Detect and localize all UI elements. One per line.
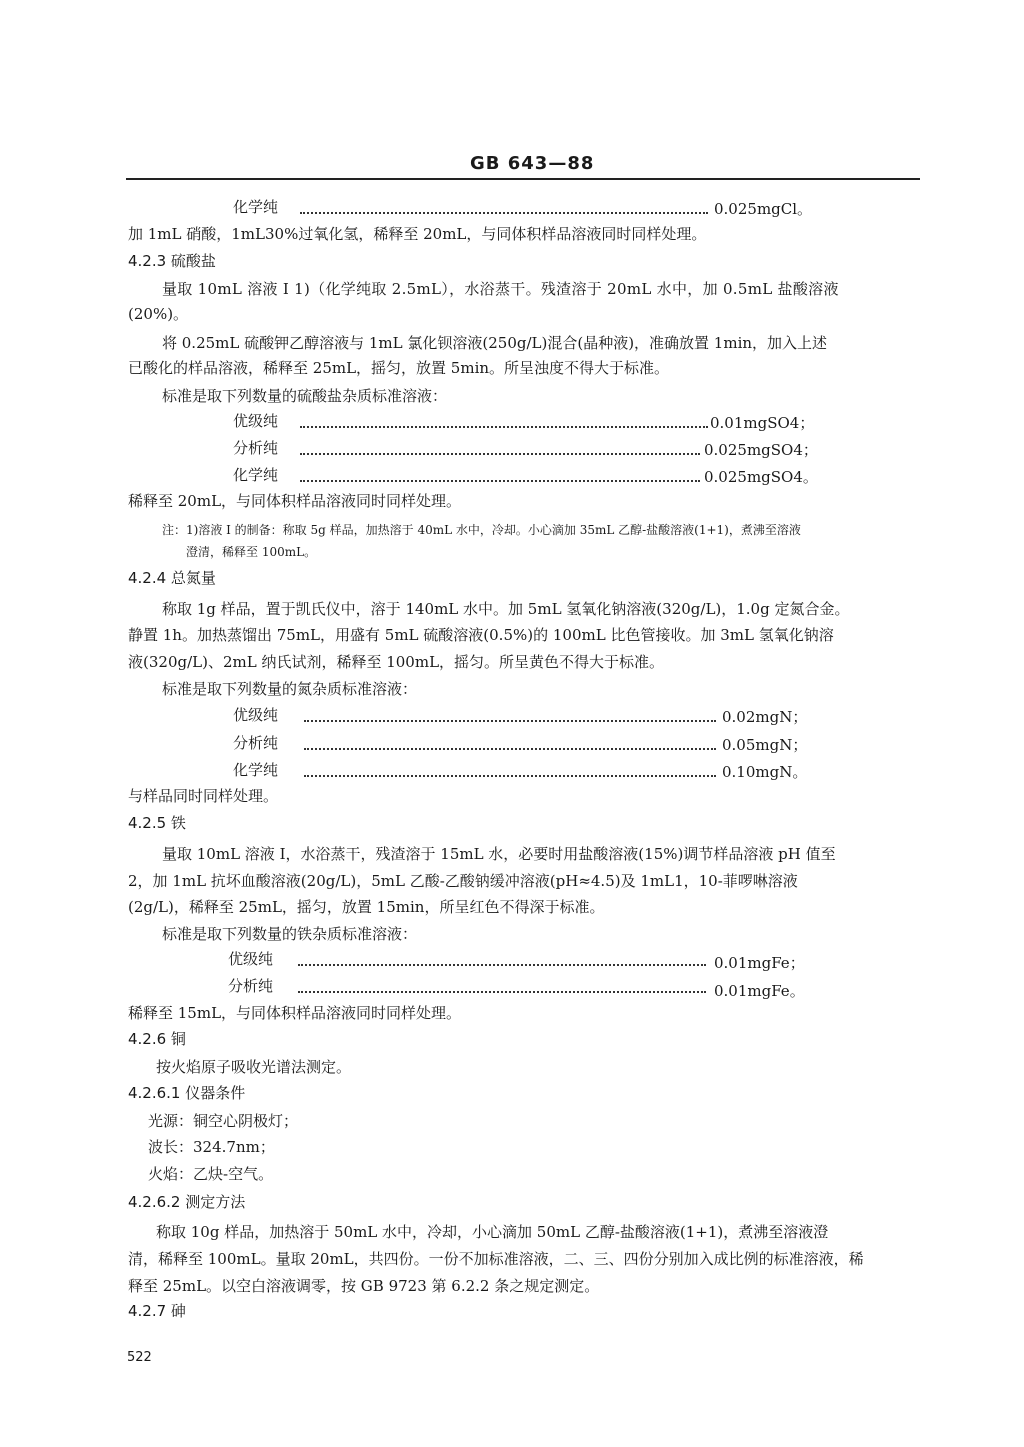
paragraph-line: (2g/L)，稀释至 25mL，摇匀，放置 15min，所呈红色不得深于标准。 bbox=[128, 898, 605, 916]
grade-value: 0.01mgFe； bbox=[714, 954, 805, 972]
paragraph-line: 液(320g/L)、2mL 纳氏试剂，稀释至 100mL，摇匀。所呈黄色不得大于标准。 bbox=[128, 653, 665, 671]
grade-value: 0.10mgN。 bbox=[722, 763, 808, 781]
grade-label: 优级纯 bbox=[233, 412, 279, 430]
instrument-condition: 波长：324.7nm； bbox=[148, 1138, 275, 1156]
paragraph-line: 与样品同时同样处理。 bbox=[128, 787, 279, 805]
grade-value: 0.02mgN； bbox=[722, 708, 808, 726]
grade-value: 0.025mgSO4； bbox=[704, 441, 818, 459]
paragraph-line: 称取 1g 样品，置于凯氏仪中，溶于 140mL 水中。加 5mL 氢氧化钠溶液(320g/L)，1.0g 定氮合金。 bbox=[162, 600, 850, 618]
paragraph-line: (20%)。 bbox=[128, 305, 189, 323]
standard-number: GB 643—88 bbox=[470, 153, 595, 174]
instrument-condition: 光源：铜空心阴极灯； bbox=[148, 1112, 299, 1130]
paragraph-line: 量取 10mL 溶液 I，水浴蒸干，残渣溶于 15mL 水，必要时用盐酸溶液(15%)调节样品溶液 pH 值至 bbox=[162, 845, 836, 863]
leader-dots bbox=[298, 964, 706, 966]
leader-dots bbox=[298, 991, 706, 993]
leader-dots bbox=[304, 775, 716, 777]
section-heading: 4.2.6 铜 bbox=[128, 1030, 186, 1048]
section-heading: 4.2.6.1 仪器条件 bbox=[128, 1084, 246, 1102]
grade-value: 0.025mgCl。 bbox=[714, 200, 813, 218]
section-heading: 4.2.5 铁 bbox=[128, 814, 186, 832]
page-number: 522 bbox=[127, 1350, 152, 1365]
paragraph-line: 稀释至 20mL，与同体积样品溶液同时同样处理。 bbox=[128, 492, 462, 510]
grade-value: 0.025mgSO4。 bbox=[704, 468, 818, 486]
paragraph-line: 释至 25mL。以空白溶液调零，按 GB 9723 第 6.2.2 条之规定测定。 bbox=[128, 1277, 600, 1295]
grade-value: 0.05mgN； bbox=[722, 736, 808, 754]
section-heading: 4.2.7 砷 bbox=[128, 1302, 186, 1320]
leader-dots bbox=[300, 426, 708, 428]
grade-value: 0.01mgFe。 bbox=[714, 982, 805, 1000]
leader-dots bbox=[300, 453, 700, 455]
paragraph-line: 称取 10g 样品，加热溶于 50mL 水中，冷却，小心滴加 50mL 乙醇-盐酸溶液(1+1)，煮沸至溶液澄 bbox=[156, 1223, 829, 1241]
grade-label: 分析纯 bbox=[233, 439, 279, 457]
grade-label: 化学纯 bbox=[233, 198, 279, 216]
leader-dots bbox=[300, 212, 708, 214]
section-heading: 4.2.6.2 测定方法 bbox=[128, 1193, 246, 1211]
paragraph-line: 加 1mL 硝酸，1mL30%过氧化氢，稀释至 20mL，与同体积样品溶液同时同样处理。 bbox=[128, 225, 707, 243]
paragraph-line: 标准是取下列数量的氮杂质标准溶液： bbox=[162, 680, 418, 698]
instrument-condition: 火焰：乙炔-空气。 bbox=[148, 1165, 274, 1183]
grade-label: 分析纯 bbox=[233, 734, 279, 752]
leader-dots bbox=[304, 748, 716, 750]
paragraph-line: 标准是取下列数量的硫酸盐杂质标准溶液： bbox=[162, 387, 448, 405]
grade-label: 分析纯 bbox=[228, 977, 274, 995]
leader-dots bbox=[304, 720, 716, 722]
paragraph-line: 2，加 1mL 抗坏血酸溶液(20g/L)，5mL 乙酸-乙酸钠缓冲溶液(pH≈4.5)及 1mL1，10-菲啰啉溶液 bbox=[128, 872, 798, 890]
paragraph-line: 标准是取下列数量的铁杂质标准溶液： bbox=[162, 925, 418, 943]
paragraph-line: 清，稀释至 100mL。量取 20mL，共四份。一份不加标准溶液，二、三、四份分别加入成比例的标准溶液，稀 bbox=[128, 1250, 864, 1268]
grade-label: 化学纯 bbox=[233, 466, 279, 484]
paragraph-line: 已酸化的样品溶液，稀释至 25mL，摇匀，放置 5min。所呈浊度不得大于标准。 bbox=[128, 359, 670, 377]
paragraph-line: 量取 10mL 溶液 I 1)（化学纯取 2.5mL），水浴蒸干。残渣溶于 20mL 水中，加 0.5mL 盐酸溶液 bbox=[162, 280, 839, 298]
footnote-line: 注：1)溶液 I 的制备：称取 5g 样品，加热溶于 40mL 水中，冷却。小心滴加 35mL 乙醇-盐酸溶液(1+1)，煮沸至溶液 bbox=[162, 523, 801, 537]
section-heading: 4.2.3 硫酸盐 bbox=[128, 252, 216, 270]
paragraph-line: 将 0.25mL 硫酸钾乙醇溶液与 1mL 氯化钡溶液(250g/L)混合(晶种液)，准确放置 1min，加入上述 bbox=[162, 334, 828, 352]
section-heading: 4.2.4 总氮量 bbox=[128, 569, 216, 587]
grade-label: 优级纯 bbox=[228, 950, 274, 968]
grade-label: 化学纯 bbox=[233, 761, 279, 779]
footnote-line: 澄清，稀释至 100mL。 bbox=[186, 545, 317, 559]
grade-label: 优级纯 bbox=[233, 706, 279, 724]
paragraph-line: 静置 1h。加热蒸馏出 75mL，用盛有 5mL 硫酸溶液(0.5%)的 100mL 比色管接收。加 3mL 氢氧化钠溶 bbox=[128, 626, 834, 644]
leader-dots bbox=[300, 480, 700, 482]
grade-value: 0.01mgSO4； bbox=[710, 414, 815, 432]
paragraph-line: 稀释至 15mL，与同体积样品溶液同时同样处理。 bbox=[128, 1004, 462, 1022]
header-rule bbox=[126, 178, 920, 180]
paragraph-line: 按火焰原子吸收光谱法测定。 bbox=[156, 1058, 352, 1076]
